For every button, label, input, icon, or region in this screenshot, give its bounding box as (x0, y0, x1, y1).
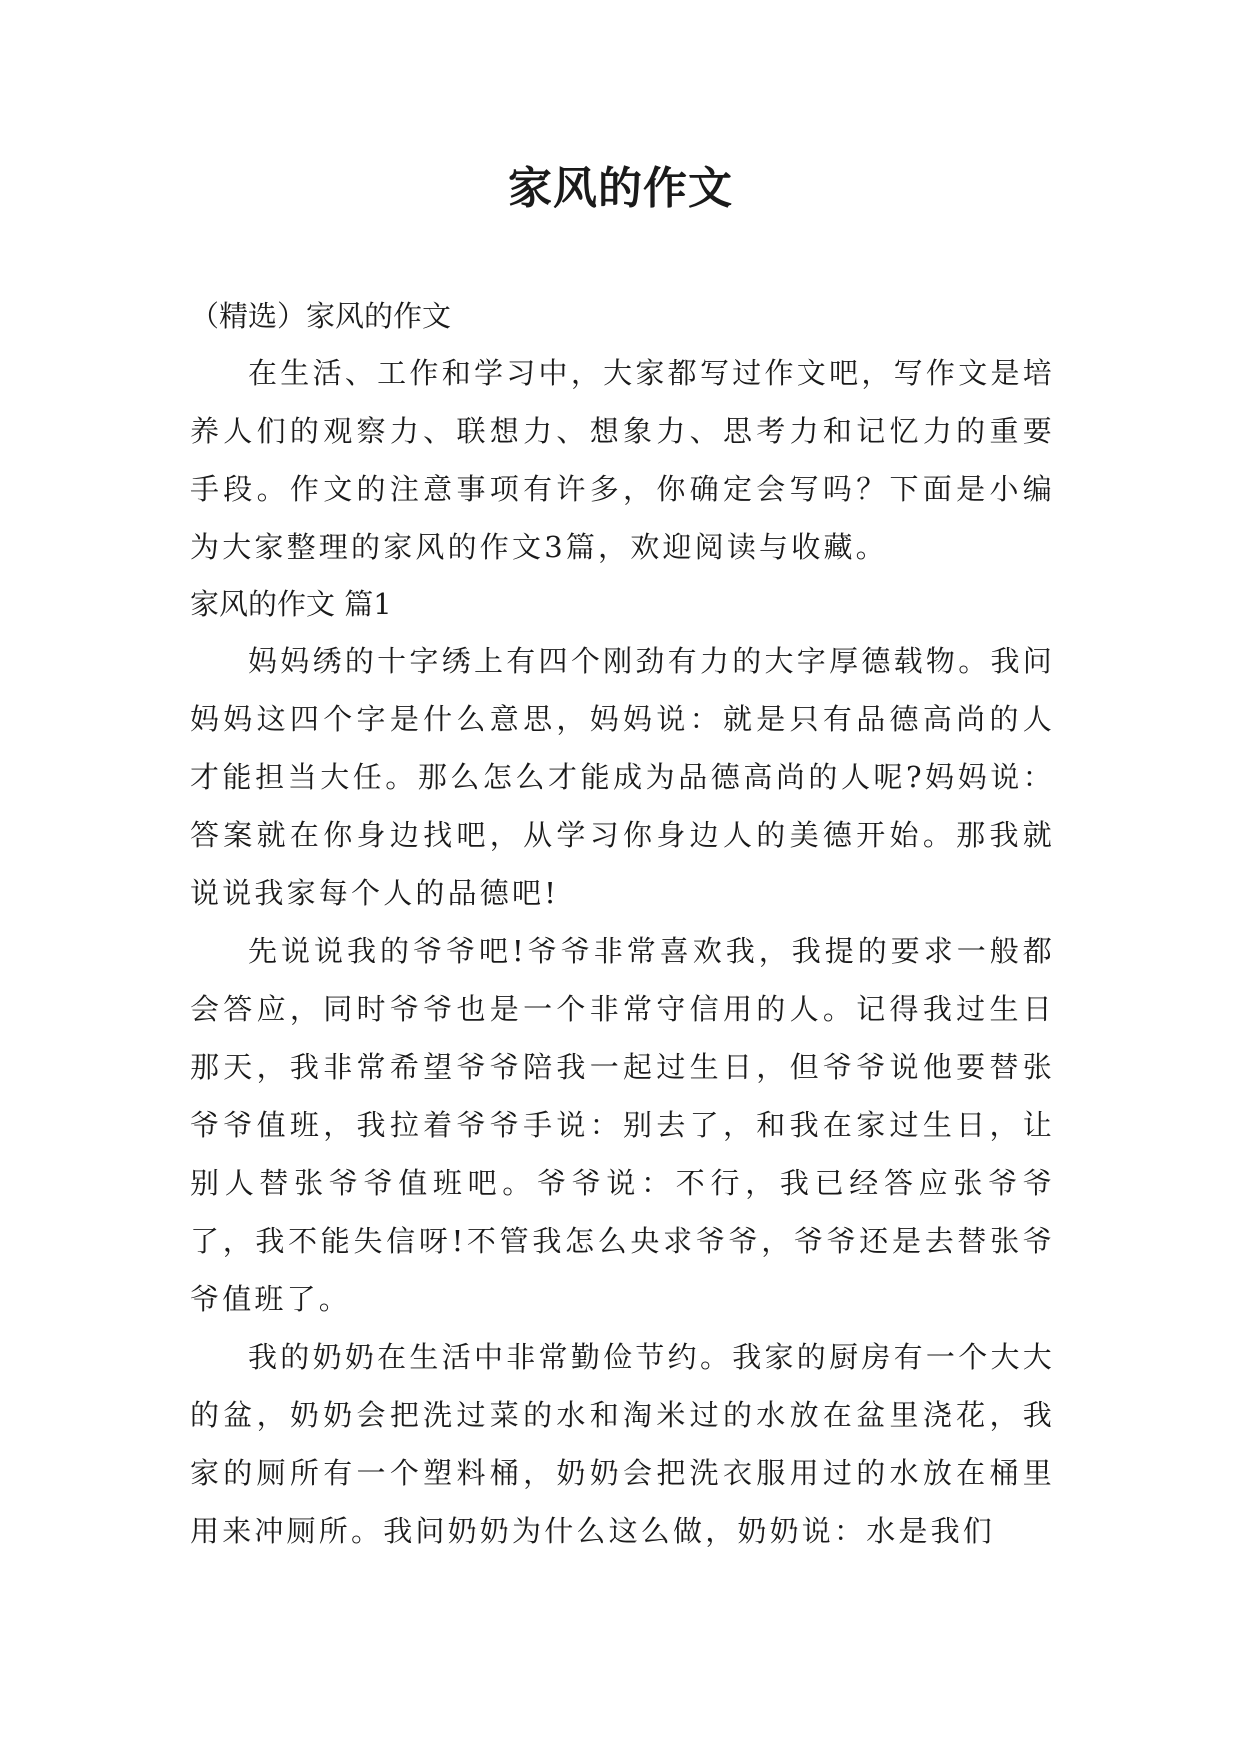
document-subtitle: （精选）家风的作文 (190, 299, 452, 333)
body-paragraph-3: 我的奶奶在生活中非常勤俭节约。我家的厨房有一个大大的盆，奶奶会把洗过菜的水和淘米过的水放在盆里浇花，我家的厕所有一个塑料桶，奶奶会把洗衣服用过的水放在桶里用来冲厕所。我问奶奶为什么这么做，奶奶说：水是我们 (190, 1340, 1055, 1548)
body-paragraph-2: 先说说我的爷爷吧!爷爷非常喜欢我，我提的要求一般都会答应，同时爷爷也是一个非常守信用的人。记得我过生日那天，我非常希望爷爷陪我一起过生日，但爷爷说他要替张爷爷值班，我拉着爷爷手说：别去了，和我在家过生日，让别人替张爷爷值班吧。爷爷说：不行，我已经答应张爷爷了，我不能失信呀!不管我怎么央求爷爷，爷爷还是去替张爷爷值班了。 (190, 934, 1055, 1316)
document-body (190, 288, 1055, 1560)
document-title: 家风的作文 (508, 163, 733, 214)
body-paragraph-1: 妈妈绣的十字绣上有四个刚劲有力的大字厚德载物。我问妈妈这四个字是什么意思，妈妈说：就是只有品德高尚的人才能担当大任。那么怎么才能成为品德高尚的人呢?妈妈说：答案就在你身边找吧，从学习你身边人的美德开始。那我就说说我家每个人的品德吧! (190, 644, 1055, 910)
intro-paragraph: 在生活、工作和学习中，大家都写过作文吧，写作文是培养人们的观察力、联想力、想象力、思考力和记忆力的重要手段。作文的注意事项有许多，你确定会写吗？下面是小编为大家整理的家风的作文3篇，欢迎阅读与收藏。 (190, 356, 1055, 564)
section-heading: 家风的作文 篇1 (190, 587, 392, 621)
